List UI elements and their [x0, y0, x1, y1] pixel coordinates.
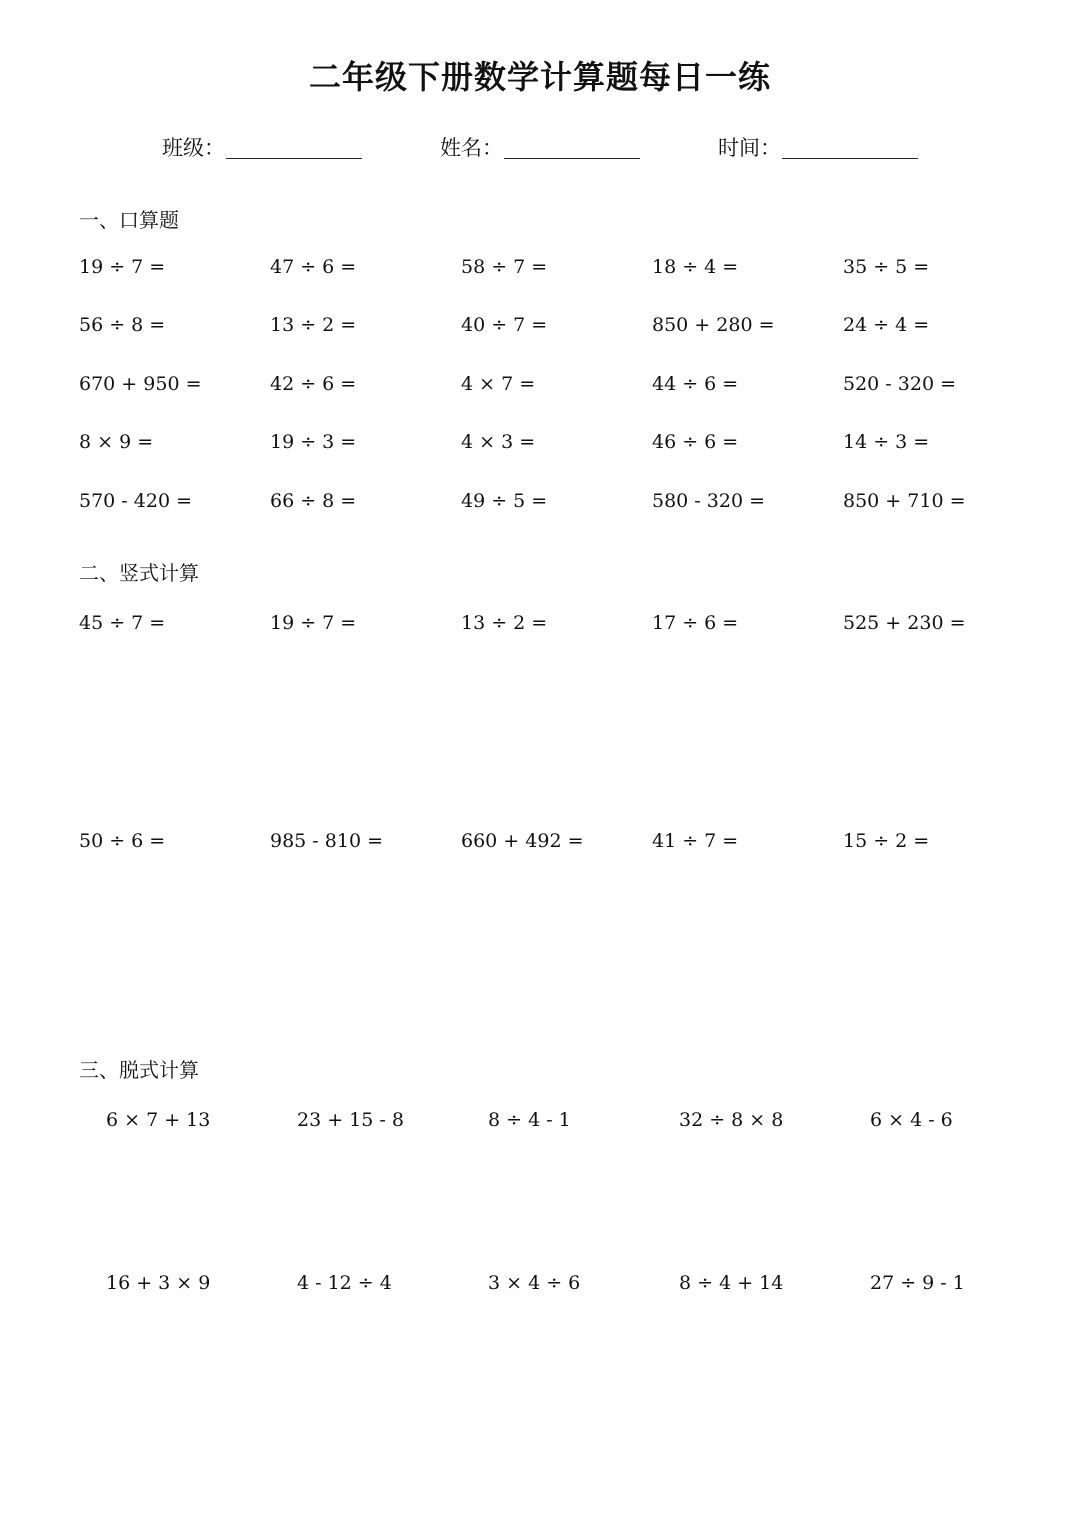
problem: 3 × 4 ÷ 6	[488, 1272, 581, 1294]
problem-row	[0, 1272, 1080, 1302]
problem: 17 ÷ 6 =	[652, 612, 739, 634]
problem: 40 ÷ 7 =	[461, 314, 548, 336]
problem: 27 ÷ 9 - 1	[870, 1272, 965, 1294]
class-label: 班级：	[162, 136, 225, 160]
time-field	[718, 128, 928, 168]
problem: 42 ÷ 6 =	[270, 373, 357, 395]
problem: 19 ÷ 7 =	[270, 612, 357, 634]
problem: 18 ÷ 4 =	[652, 256, 739, 278]
problem: 4 × 3 =	[461, 431, 536, 453]
problem: 6 × 7 + 13	[106, 1109, 211, 1131]
problem-row	[0, 830, 1080, 860]
name-field	[440, 128, 650, 168]
problem: 8 × 9 =	[79, 431, 154, 453]
problem: 660 + 492 =	[461, 830, 584, 852]
section-heading-stepwise-calc: 三、脱式计算	[79, 1058, 199, 1082]
time-label: 时间：	[718, 136, 781, 160]
problem: 8 ÷ 4 + 14	[679, 1272, 784, 1294]
problem: 44 ÷ 6 =	[652, 373, 739, 395]
problem: 8 ÷ 4 - 1	[488, 1109, 571, 1131]
problem: 58 ÷ 7 =	[461, 256, 548, 278]
problem: 16 + 3 × 9	[106, 1272, 211, 1294]
problem-row	[0, 256, 1080, 286]
problem: 4 - 12 ÷ 4	[297, 1272, 392, 1294]
problem: 50 ÷ 6 =	[79, 830, 166, 852]
problem: 45 ÷ 7 =	[79, 612, 166, 634]
class-field	[162, 128, 372, 168]
section-heading-vertical-calc: 二、竖式计算	[79, 561, 199, 585]
problem: 13 ÷ 2 =	[461, 612, 548, 634]
problem: 525 + 230 =	[843, 612, 966, 634]
problem: 35 ÷ 5 =	[843, 256, 930, 278]
problem: 4 × 7 =	[461, 373, 536, 395]
problem: 41 ÷ 7 =	[652, 830, 739, 852]
class-blank[interactable]	[226, 158, 362, 159]
problem: 850 + 280 =	[652, 314, 775, 336]
name-label: 姓名：	[440, 136, 503, 160]
problem-row	[0, 612, 1080, 642]
name-blank[interactable]	[504, 158, 640, 159]
worksheet-title: 二年级下册数学计算题每日一练	[308, 58, 771, 96]
problem: 24 ÷ 4 =	[843, 314, 930, 336]
problem: 23 + 15 - 8	[297, 1109, 404, 1131]
problem-row	[0, 431, 1080, 461]
problem: 13 ÷ 2 =	[270, 314, 357, 336]
problem: 580 - 320 =	[652, 490, 765, 512]
section-heading-mental-math: 一、口算题	[79, 208, 179, 232]
problem: 15 ÷ 2 =	[843, 830, 930, 852]
problem: 850 + 710 =	[843, 490, 966, 512]
problem-row	[0, 373, 1080, 403]
problem-row	[0, 314, 1080, 344]
problem-row	[0, 1109, 1080, 1139]
problem: 14 ÷ 3 =	[843, 431, 930, 453]
problem: 49 ÷ 5 =	[461, 490, 548, 512]
problem: 570 - 420 =	[79, 490, 192, 512]
problem: 520 - 320 =	[843, 373, 956, 395]
time-blank[interactable]	[782, 158, 918, 159]
problem: 19 ÷ 3 =	[270, 431, 357, 453]
problem: 19 ÷ 7 =	[79, 256, 166, 278]
problem: 56 ÷ 8 =	[79, 314, 166, 336]
problem: 6 × 4 - 6	[870, 1109, 953, 1131]
problem-row	[0, 490, 1080, 520]
problem: 46 ÷ 6 =	[652, 431, 739, 453]
problem: 670 + 950 =	[79, 373, 202, 395]
problem: 47 ÷ 6 =	[270, 256, 357, 278]
problem: 32 ÷ 8 × 8	[679, 1109, 784, 1131]
problem: 985 - 810 =	[270, 830, 383, 852]
problem: 66 ÷ 8 =	[270, 490, 357, 512]
